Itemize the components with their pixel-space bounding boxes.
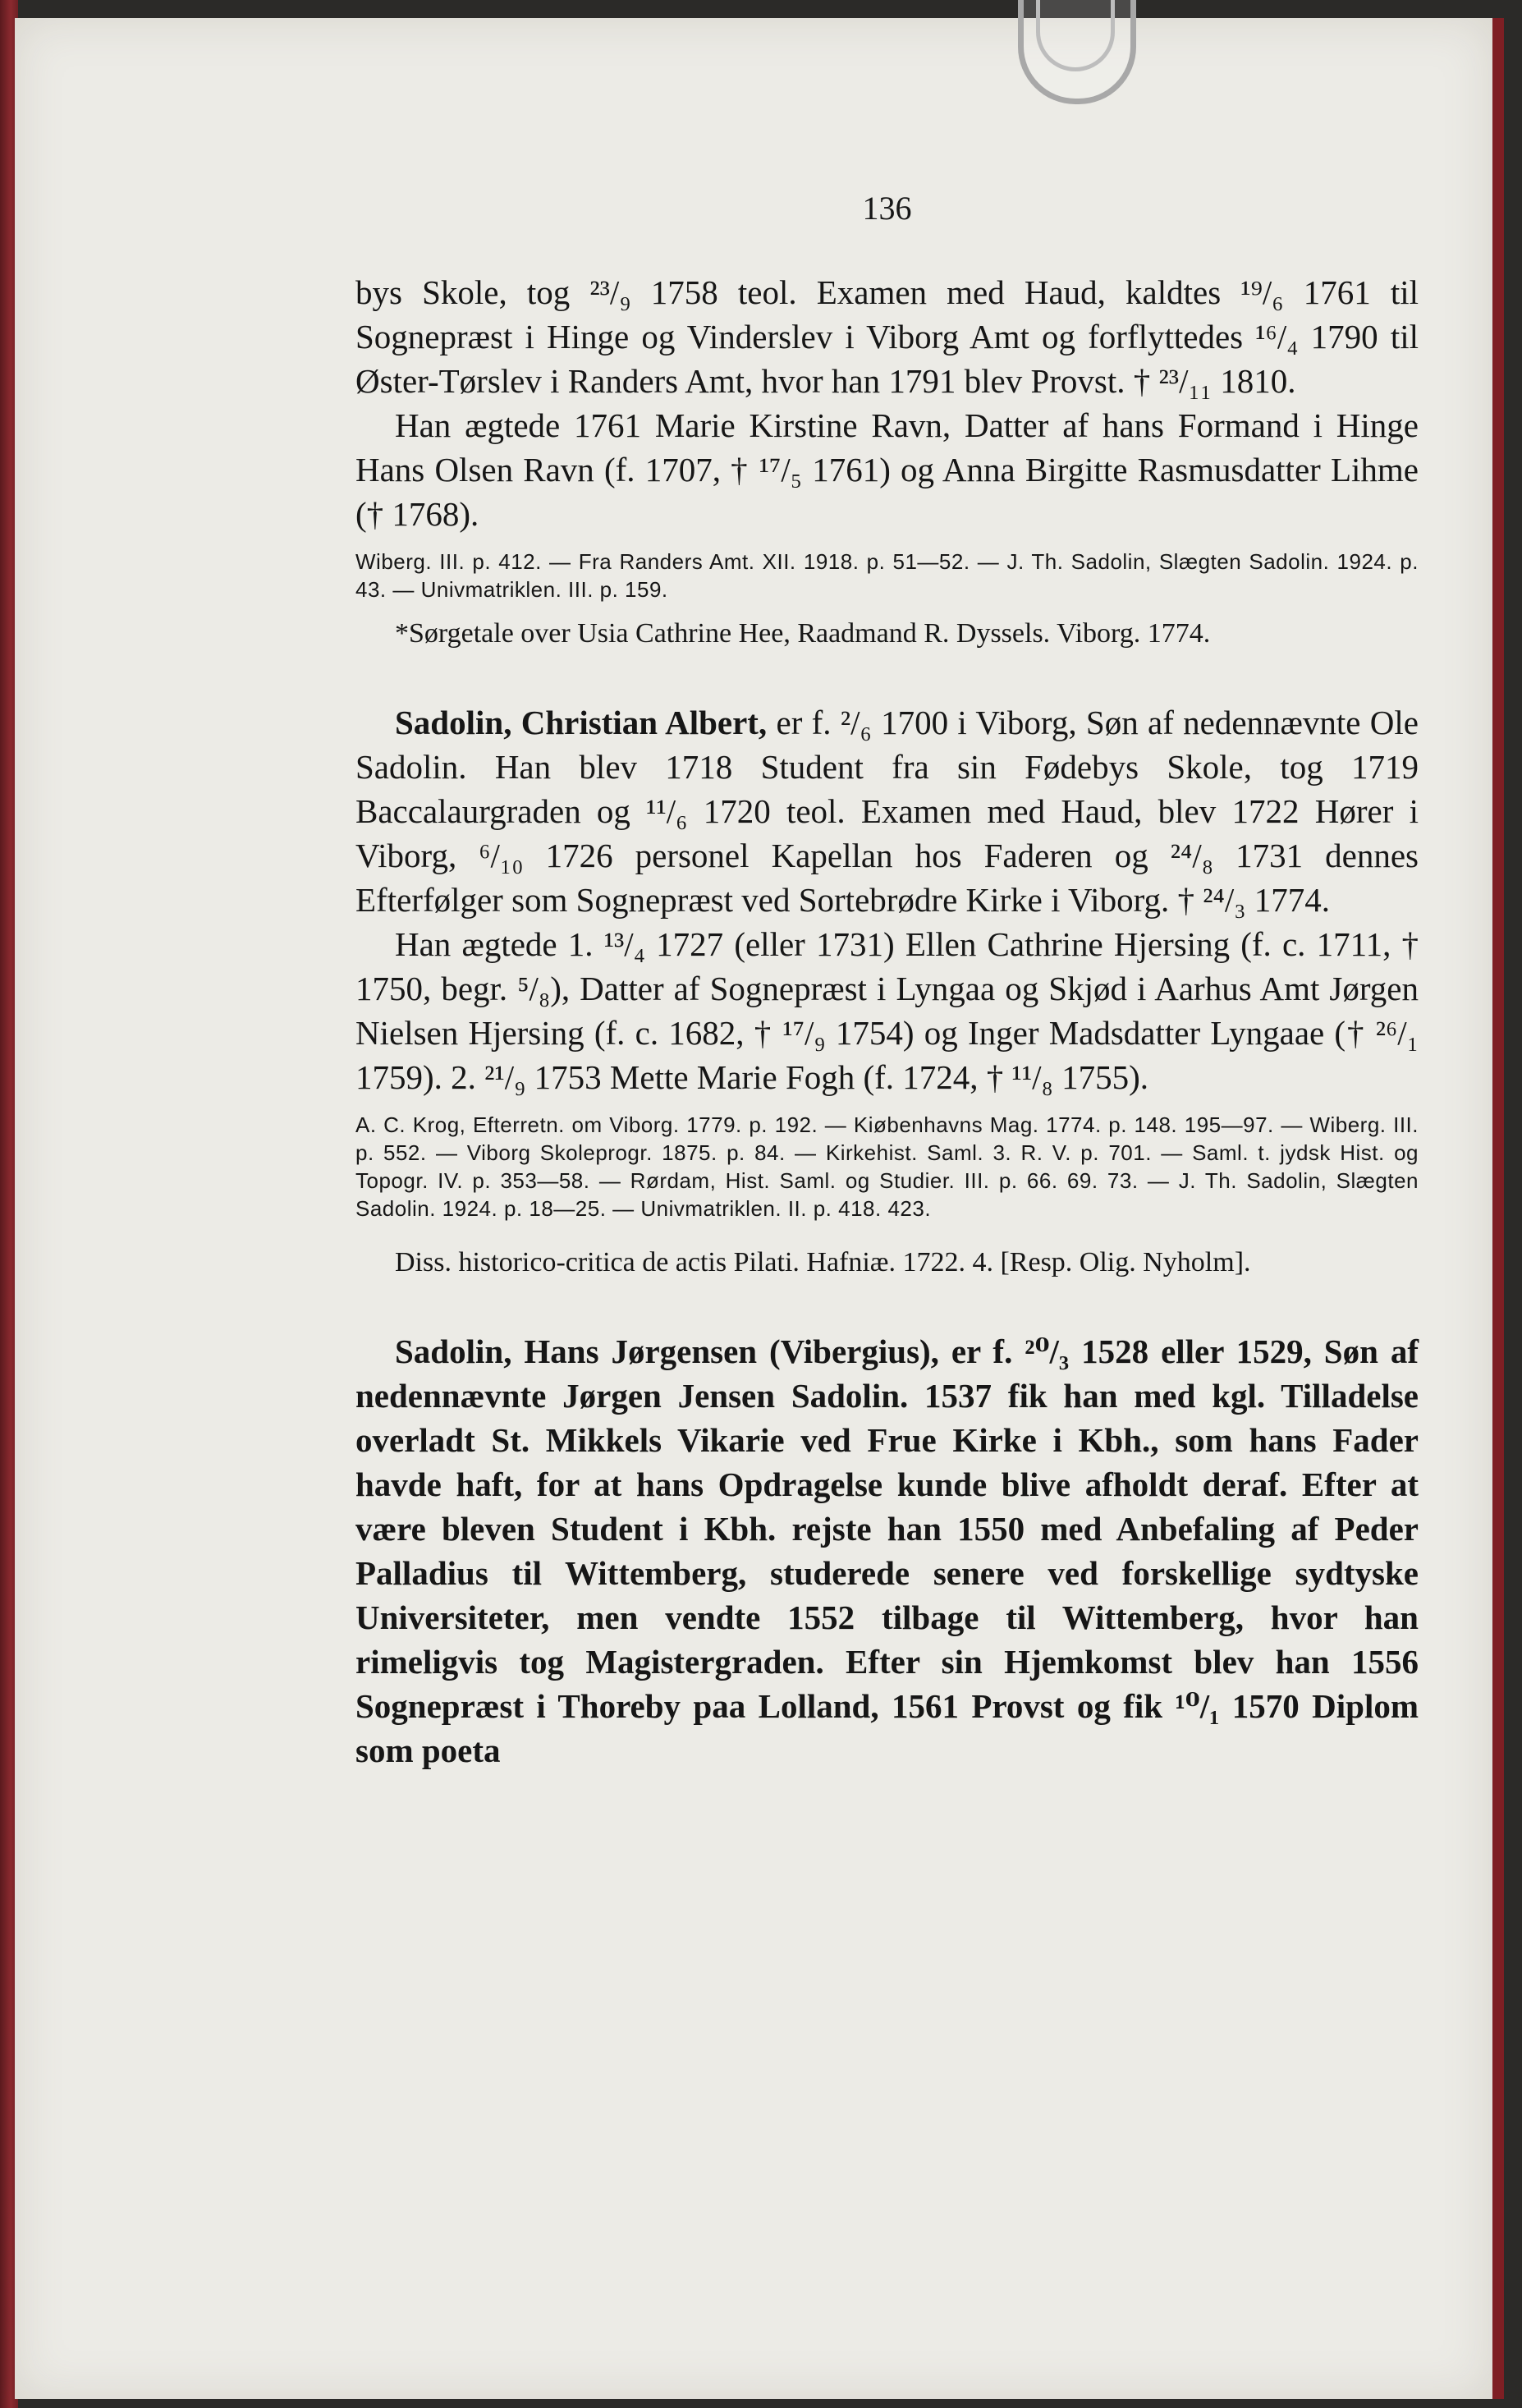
entry2-paragraph-2: Han ægtede 1. ¹³/₄ 1727 (eller 1731) Ellen Cathrine Hjersing (f. c. 1711, † 1750, begr. ⁵/₈), Datter af Sognepræst i Lyngaa og Skjød i Aarhus Amt Jørgen Nielsen Hjersing (f. c. 1682, † ¹⁷/₉ 1754) og Inger Madsdatter Lyngaae († ²⁶/₁ 1759). 2. ²¹/₉ 1753 Mette Marie Fogh (f. 1724, † ¹¹/₈ 1755). [355, 925, 1419, 1096]
entry2-paragraph-1 [355, 700, 1419, 922]
page-text-column [355, 189, 1419, 1773]
entry2-paragraph-1-text: er f. ²/₆ 1700 i Viborg, Søn af nedennævnte Ole Sadolin. Han blev 1718 Student fra sin Fødebys Skole, tog 1719 Baccalaurgraden og ¹¹/₆ 1720 teol. Examen med Haud, blev 1722 Hører i Viborg, ⁶/₁₀ 1726 personel Kapellan hos Faderen og ²⁴/₈ 1731 dennes Efterfølger som Sognepræst ved Sortebrødre Kirke i Viborg. † ²⁴/₃ 1774. [355, 704, 1419, 919]
entry3-name-heading: Sadolin, Hans Jørgensen [395, 1332, 758, 1370]
entry1-references: Wiberg. III. p. 412. — Fra Randers Amt. XII. 1918. p. 51—52. — J. Th. Sadolin, Slægten Sadolin. 1924. p. 43. — Univmatriklen. III. p. 159. [355, 549, 1419, 602]
entry1-paragraph-2: Han ægtede 1761 Marie Kirstine Ravn, Datter af hans Formand i Hinge Hans Olsen Ravn (f. 1707, † ¹⁷/₅ 1761) og Anna Birgitte Rasmusdatter Lihme († 1768). [355, 406, 1419, 533]
entry3-paragraph-1 [355, 1329, 1419, 1773]
entry2-references: A. C. Krog, Efterretn. om Viborg. 1779. p. 192. — Kiøbenhavns Mag. 1774. p. 148. 195—97. — Wiberg. III. p. 552. — Viborg Skoleprogr. 1875. p. 84. — Kirkehist. Saml. 3. R. V. p. 701. — Saml. t. jydsk Hist. og Topogr. IV. p. 353—58. — Rørdam, Hist. Saml. og Studier. III. p. 66. 69. 73. — J. Th. Sadolin, Slægten Sadolin. 1924. p. 18—25. — Univmatriklen. II. p. 418. 423. [355, 1112, 1419, 1221]
entry3-paragraph-1-text: (Vibergius), er f. ²⁰/₃ 1528 eller 1529, Søn af nedennævnte Jørgen Jensen Sadolin. 1537 fik han med kgl. Tilladelse overladt St. Mikkels Vikarie ved Frue Kirke i Kbh., som hans Fader havde haft, for at hans Opdragelse kunde blive afholdt deraf. Efter at være bleven Student i Kbh. rejste han 1550 med Anbefaling af Peder Palladius til Wittemberg, studerede senere ved forskellige sydtyske Universiteter, men vendte 1552 tilbage til Wittemberg, hvor han rimeligvis tog Magistergraden. Efter sin Hjemkomst blev han 1556 Sognepræst i Thoreby paa Lolland, 1561 Provst og fik ¹⁰/₁ 1570 Diplom som poeta [355, 1332, 1419, 1769]
entry1-works: *Sørgetale over Usia Cathrine Hee, Raadmand R. Dyssels. Viborg. 1774. [395, 618, 1211, 649]
entry1-paragraph-1: bys Skole, tog ²³/₉ 1758 teol. Examen med Haud, kaldtes ¹⁹/₆ 1761 til Sognepræst i Hinge og Vinderslev i Viborg Amt og forflyttedes ¹⁶/₄ 1790 til Øster-Tørslev i Randers Amt, hvor han 1791 blev Provst. † ²³/₁₁ 1810. [355, 273, 1419, 400]
entry2-works: Diss. historico-critica de actis Pilati. Hafniæ. 1722. 4. [Resp. Olig. Nyholm]. [395, 1247, 1251, 1277]
page-number: 136 [862, 190, 912, 227]
entry2-name-heading: Sadolin, Christian Albert, [395, 704, 768, 741]
